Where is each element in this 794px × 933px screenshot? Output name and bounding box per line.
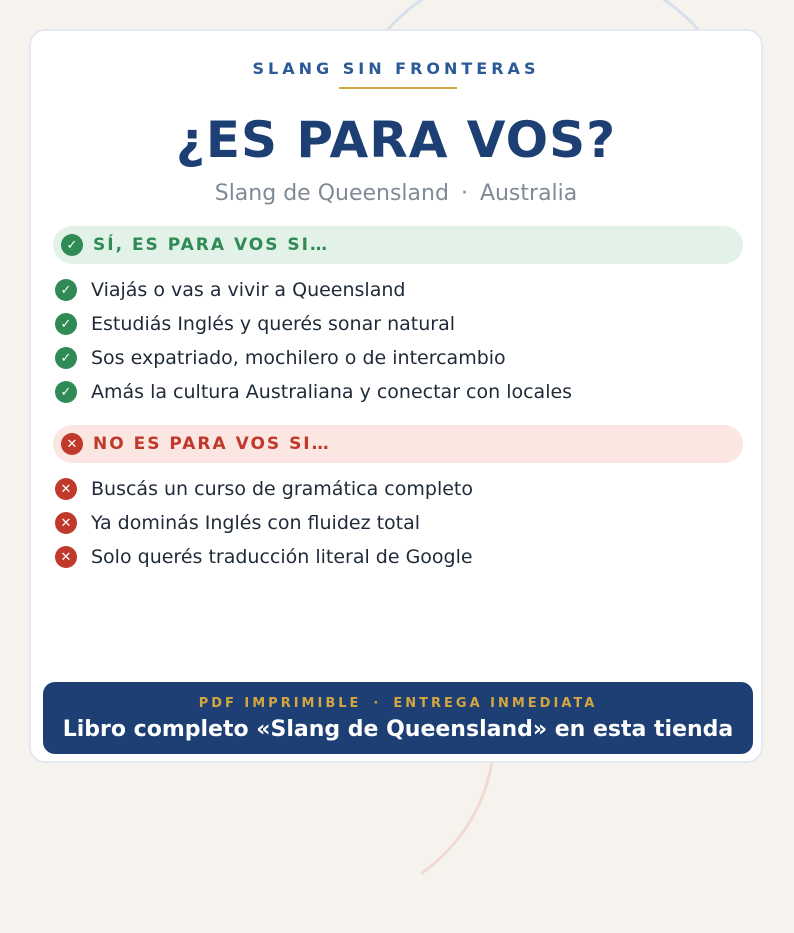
cta-feature-format: PDF IMPRIMIBLE (198, 696, 362, 711)
list-item-text: Estudiás Inglés y querés sonar natural (91, 313, 455, 335)
subtitle-country: Australia (479, 181, 578, 206)
brand-underline (339, 87, 457, 89)
check-circle-icon: ✓ (55, 381, 77, 403)
x-circle-icon: ✕ (55, 478, 77, 500)
brand-name: SLANG SIN FRONTERAS (252, 59, 540, 78)
list-item (55, 506, 473, 540)
page-title: ¿ES PARA VOS? (175, 111, 617, 169)
list-item (55, 273, 572, 307)
check-circle-icon: ✓ (55, 347, 77, 369)
subtitle (31, 181, 761, 206)
list-item-text: Ya dominás Inglés con fluidez total (91, 512, 421, 534)
x-circle-icon: ✕ (61, 433, 83, 455)
cta-main-text: Libro completo «Slang de Queensland» en esta tienda (62, 717, 734, 742)
subtitle-topic: Slang de Queensland (214, 181, 449, 206)
list-item (55, 307, 572, 341)
list-item-text: Buscás un curso de gramática completo (91, 478, 473, 500)
subtitle-separator: · (460, 181, 468, 206)
x-circle-icon: ✕ (55, 512, 77, 534)
info-card (29, 29, 763, 763)
yes-section-header (53, 226, 743, 264)
list-item (55, 375, 572, 409)
cta-separator: · (373, 696, 382, 711)
cta-banner[interactable] (43, 682, 753, 754)
list-item-text: Amás la cultura Australiana y conectar con locales (91, 381, 573, 403)
list-item (55, 540, 473, 574)
no-section-heading: NO ES PARA VOS SI… (93, 434, 331, 454)
x-circle-icon: ✕ (55, 546, 77, 568)
yes-list (55, 273, 572, 409)
cta-feature-delivery: ENTREGA INMEDIATA (393, 696, 598, 711)
yes-section-heading: SÍ, ES PARA VOS SI… (93, 235, 329, 255)
cta-features (43, 696, 753, 711)
list-item (55, 472, 473, 506)
list-item (55, 341, 572, 375)
check-circle-icon: ✓ (61, 234, 83, 256)
check-circle-icon: ✓ (55, 279, 77, 301)
no-list (55, 472, 473, 574)
list-item-text: Sos expatriado, mochilero o de intercambio (91, 347, 506, 369)
check-circle-icon: ✓ (55, 313, 77, 335)
list-item-text: Viajás o vas a vivir a Queensland (91, 279, 406, 301)
list-item-text: Solo querés traducción literal de Google (91, 546, 473, 568)
no-section-header (53, 425, 743, 463)
